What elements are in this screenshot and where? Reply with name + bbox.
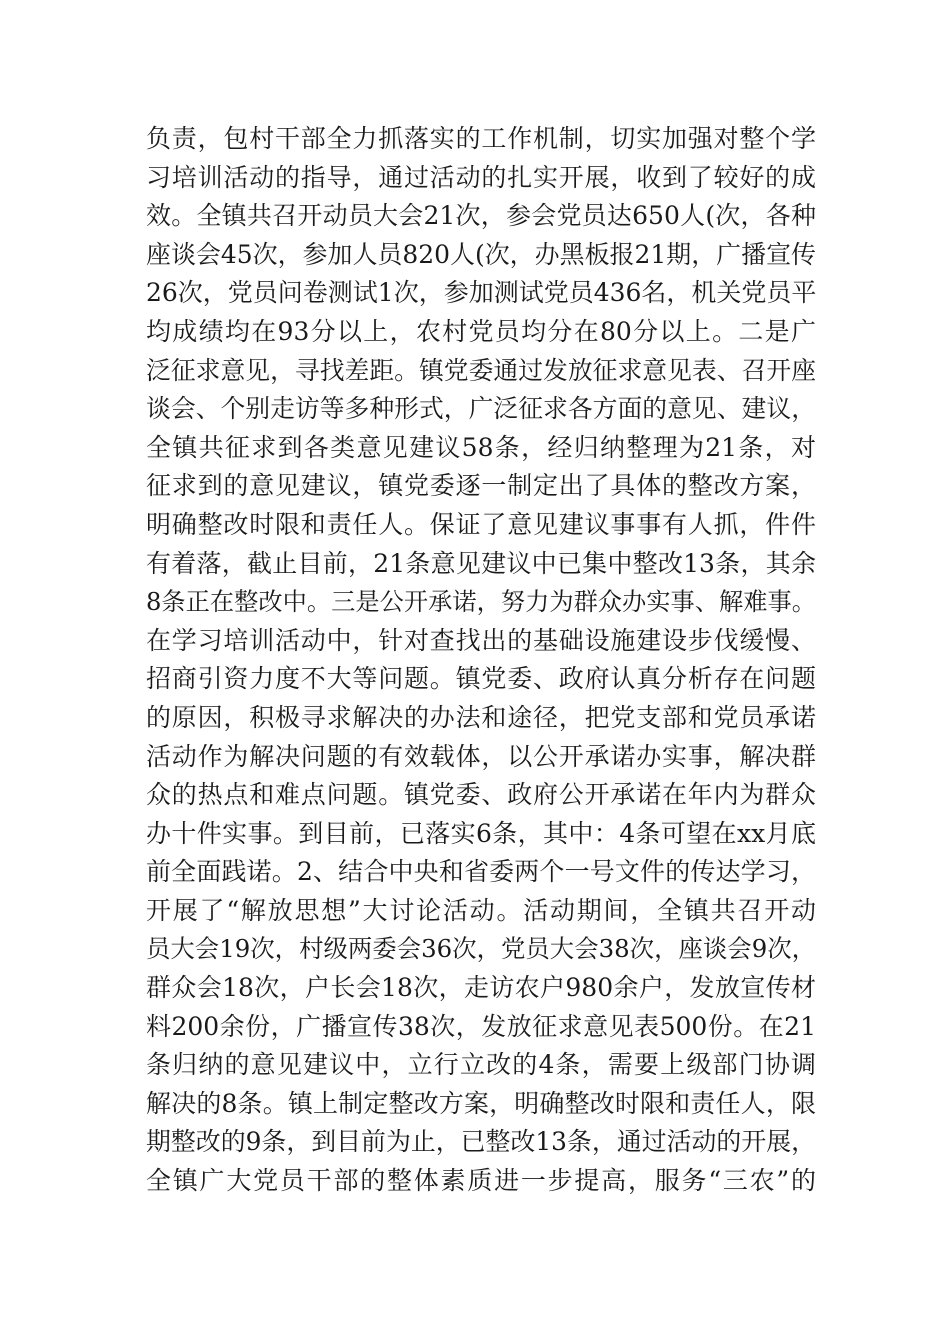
- text-line: 员大会19次，村级两委会36次，党员大会38次，座谈会9次，: [146, 934, 817, 964]
- text-line: 群众会18次，户长会18次，走访农户980余户，发放宣传材: [146, 973, 816, 1003]
- text-line: 均成绩均在93分以上，农村党员均分在80分以上。二是广: [146, 316, 816, 346]
- text-line: 办十件实事。到目前，已落实6条，其中：4条可望在xx月底: [146, 818, 816, 848]
- text-line: 全镇广大党员干部的整体素质进一步提高，服务“三农”的: [146, 1166, 816, 1196]
- text-line: 8条正在整改中。三是公开承诺，努力为群众办实事、解难事。: [146, 587, 816, 617]
- text-line: 座谈会45次，参加人员820人(次，办黑板报21期，广播宣传: [146, 239, 816, 269]
- text-line: 众的热点和难点问题。镇党委、政府公开承诺在年内为群众: [146, 780, 816, 810]
- text-line: 在学习培训活动中，针对查找出的基础设施建设步伐缓慢、: [146, 625, 816, 655]
- text-line: 效。全镇共召开动员大会21次，参会党员达650人(次，各种: [146, 201, 816, 231]
- text-line: 招商引资力度不大等问题。镇党委、政府认真分析存在问题: [146, 664, 816, 694]
- text-line: 条归纳的意见建议中，立行立改的4条，需要上级部门协调: [146, 1050, 816, 1080]
- text-line: 开展了“解放思想”大讨论活动。活动期间，全镇共召开动: [146, 895, 816, 925]
- text-line: 征求到的意见建议，镇党委逐一制定出了具体的整改方案，: [146, 471, 816, 501]
- text-line: 有着落，截止目前，21条意见建议中已集中整改13条，其余: [146, 548, 816, 578]
- text-line: 谈会、个别走访等多种形式，广泛征求各方面的意见、建议，: [146, 394, 816, 424]
- text-line: 解决的8条。镇上制定整改方案，明确整改时限和责任人，限: [146, 1088, 816, 1118]
- text-line: 前全面践诺。2、结合中央和省委两个一号文件的传达学习，: [146, 857, 816, 887]
- text-line: 的原因，积极寻求解决的办法和途径，把党支部和党员承诺: [146, 702, 816, 732]
- text-line: 活动作为解决问题的有效载体，以公开承诺办实事，解决群: [146, 741, 816, 771]
- text-line: 料200余份，广播宣传38次，发放征求意见表500份。在21: [146, 1011, 816, 1041]
- text-line: 明确整改时限和责任人。保证了意见建议事事有人抓，件件: [146, 509, 816, 539]
- text-line: 全镇共征求到各类意见建议58条，经归纳整理为21条，对: [146, 432, 816, 462]
- text-line: 26次，党员问卷测试1次，参加测试党员436名，机关党员平: [146, 278, 817, 308]
- text-line: 习培训活动的指导，通过活动的扎实开展，收到了较好的成: [146, 162, 816, 192]
- text-line: 期整改的9条，到目前为止，已整改13条，通过活动的开展，: [146, 1127, 816, 1157]
- text-line: 泛征求意见，寻找差距。镇党委通过发放征求意见表、召开座: [146, 355, 816, 385]
- body-paragraph: [146, 120, 816, 1201]
- text-line: 负责，包村干部全力抓落实的工作机制，切实加强对整个学: [146, 124, 816, 153]
